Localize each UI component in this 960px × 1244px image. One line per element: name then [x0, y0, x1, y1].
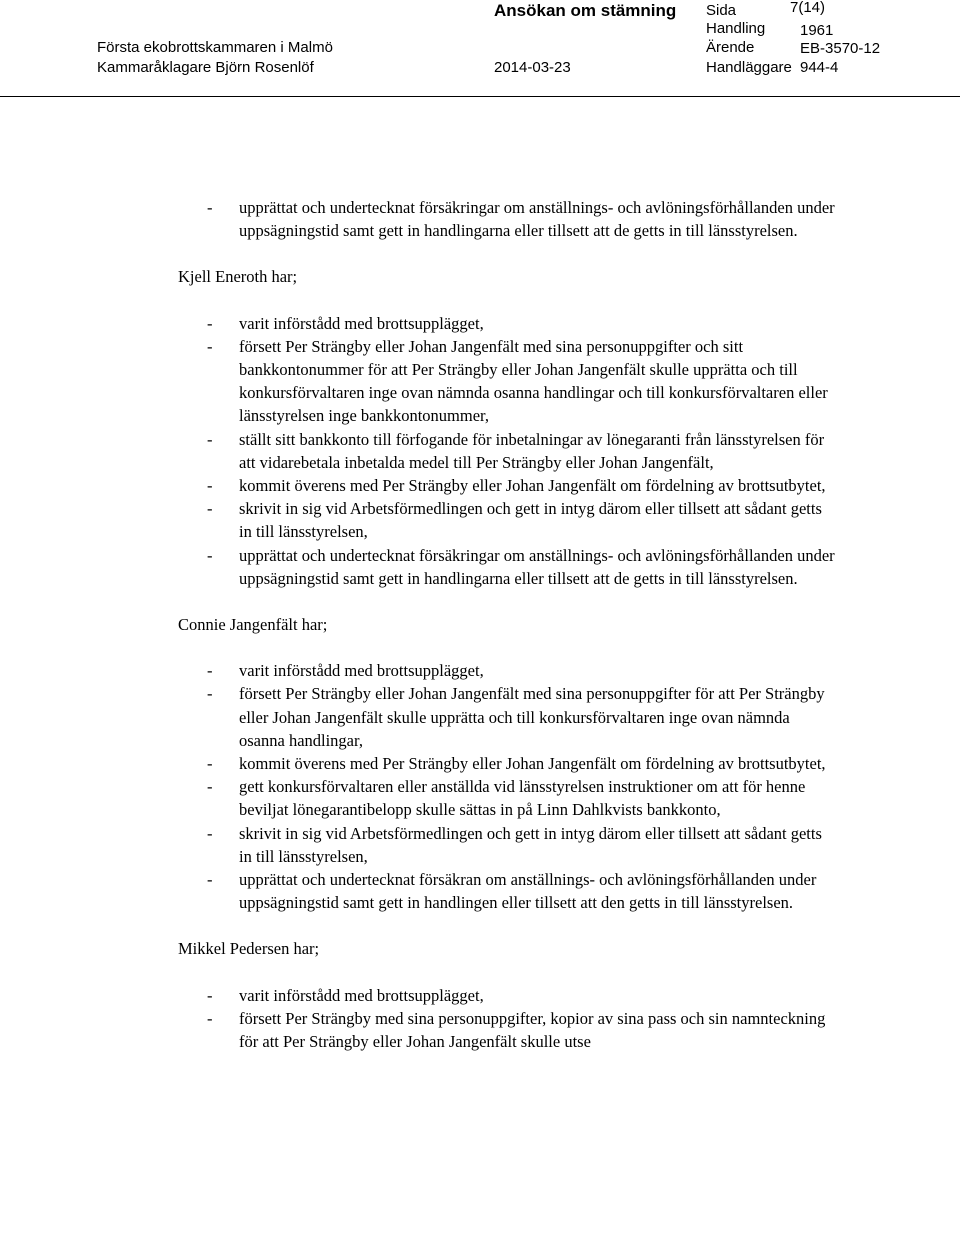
list-item — [178, 544, 838, 590]
arende-number: EB-3570-12 — [800, 40, 881, 57]
handlaggare-label: Handläggare — [706, 59, 792, 76]
list-item — [178, 659, 838, 682]
list-item — [178, 984, 838, 1007]
defendant-section — [178, 265, 838, 590]
list-item-text: upprättat och undertecknat försäkringar om anställnings- och avlöningsförhållanden under uppsägningstid samt gett in handlingarna eller tillsett att de getts in till länsstyrelsen. — [239, 198, 835, 241]
list-item-text: ställt sitt bankkonto till förfogande för inbetalningar av lönegaranti från länsstyrelsen för att vidarebetala inbetalda medel till Per Strängby eller Johan Jangenfält, — [239, 429, 825, 472]
list-item — [178, 868, 838, 914]
section-list — [178, 659, 838, 914]
bullet-dash: - — [207, 429, 213, 449]
bullet-dash: - — [207, 476, 213, 496]
bullet-dash: - — [207, 754, 213, 774]
bullet-dash: - — [207, 1008, 213, 1028]
bullet-dash: - — [207, 823, 213, 843]
list-item-text: kommit överens med Per Strängby eller Johan Jangenfält om fördelning av brottsutbytet, — [239, 476, 826, 496]
list-item — [178, 335, 838, 428]
bullet-dash: - — [207, 545, 213, 565]
list-item-text: kommit överens med Per Strängby eller Johan Jangenfält om fördelning av brottsutbytet, — [239, 754, 826, 774]
list-item — [178, 775, 838, 821]
list-item — [178, 196, 838, 242]
document-date: 2014-03-23 — [494, 59, 571, 76]
section-heading: Kjell Eneroth har; — [178, 267, 298, 287]
list-item-text: varit införstådd med brottsupplägget, — [239, 661, 484, 681]
section-heading: Connie Jangenfält har; — [178, 615, 328, 635]
page-number: 7(14) — [790, 0, 826, 16]
list-item — [178, 752, 838, 775]
list-item-text: gett konkursförvaltaren eller anställda vid länsstyrelsen instruktioner om att för henne beviljat lönegarantibelopp skulle sättas in på Linn Dahlkvists bankkonto, — [239, 777, 806, 820]
handlaggare-number: 944-4 — [800, 59, 839, 76]
bullet-dash: - — [207, 198, 213, 217]
handling-number: 1961 — [800, 22, 834, 39]
document-title: Ansökan om stämning — [494, 1, 677, 20]
handling-label: Handling — [706, 20, 766, 37]
list-item-text: upprättat och undertecknat försäkringar om anställnings- och avlöningsförhållanden under uppsägningstid samt gett in handlingarna eller tillsett att de getts in till länsstyrelsen. — [239, 545, 835, 588]
section-heading: Mikkel Pedersen har; — [178, 939, 320, 959]
list-item-text: skrivit in sig vid Arbetsförmedlingen och gett in intyg därom eller tillsett att sådant getts in till länsstyrelsen, — [239, 499, 822, 542]
list-item-text: varit införstådd med brottsupplägget, — [239, 313, 484, 333]
sections-container — [178, 265, 838, 1053]
list-item — [178, 682, 838, 752]
bullet-dash: - — [207, 313, 213, 333]
bullet-dash: - — [207, 985, 213, 1005]
intro-list — [178, 196, 838, 242]
list-item — [178, 474, 838, 497]
list-item-text: upprättat och undertecknat försäkran om anställnings- och avlöningsförhållanden under uppsägningstid samt gett in handlingen eller tillsett att den getts in till länsstyrelsen. — [239, 870, 817, 913]
list-item — [178, 497, 838, 543]
document-body — [178, 196, 838, 1053]
arende-label: Ärende — [706, 39, 755, 56]
list-item — [178, 822, 838, 868]
page-label: Sida — [706, 2, 737, 19]
list-item-text: varit införstådd med brottsupplägget, — [239, 985, 484, 1005]
document-header — [0, 0, 960, 97]
bullet-dash: - — [207, 499, 213, 519]
bullet-dash: - — [207, 336, 213, 356]
defendant-section — [178, 937, 838, 1053]
bullet-dash: - — [207, 661, 213, 681]
authority-name: Första ekobrottskammaren i Malmö — [97, 39, 333, 56]
prosecutor-name: Kammaråklagare Björn Rosenlöf — [97, 59, 314, 76]
list-item — [178, 312, 838, 335]
section-list — [178, 312, 838, 590]
list-item-text: försett Per Strängby eller Johan Jangenfält med sina personuppgifter för att Per Strängby eller Johan Jangenfält skulle upprätta och till konkursförvaltaren inge ovan nämnda osanna handlingar, — [239, 684, 825, 750]
section-list — [178, 984, 838, 1054]
defendant-section — [178, 613, 838, 914]
bullet-dash: - — [207, 684, 213, 704]
list-item-text: försett Per Strängby eller Johan Jangenfält med sina personuppgifter och sitt bankkontonummer för att Per Strängby eller Johan Jangenfält skulle upprätta och till konkursförvaltaren inge ovan nämnda osanna handlingar och till konkursförvaltaren eller länsstyrelsen inge bankkontonummer, — [239, 336, 828, 426]
bullet-dash: - — [207, 777, 213, 797]
list-item — [178, 1007, 838, 1053]
list-item-text: skrivit in sig vid Arbetsförmedlingen och gett in intyg därom eller tillsett att sådant getts in till länsstyrelsen, — [239, 823, 822, 866]
bullet-dash: - — [207, 870, 213, 890]
list-item-text: försett Per Strängby med sina personuppgifter, kopior av sina pass och sin namnteckning för att Per Strängby eller Johan Jangenfält skulle utse — [239, 1008, 826, 1052]
list-item — [178, 428, 838, 474]
